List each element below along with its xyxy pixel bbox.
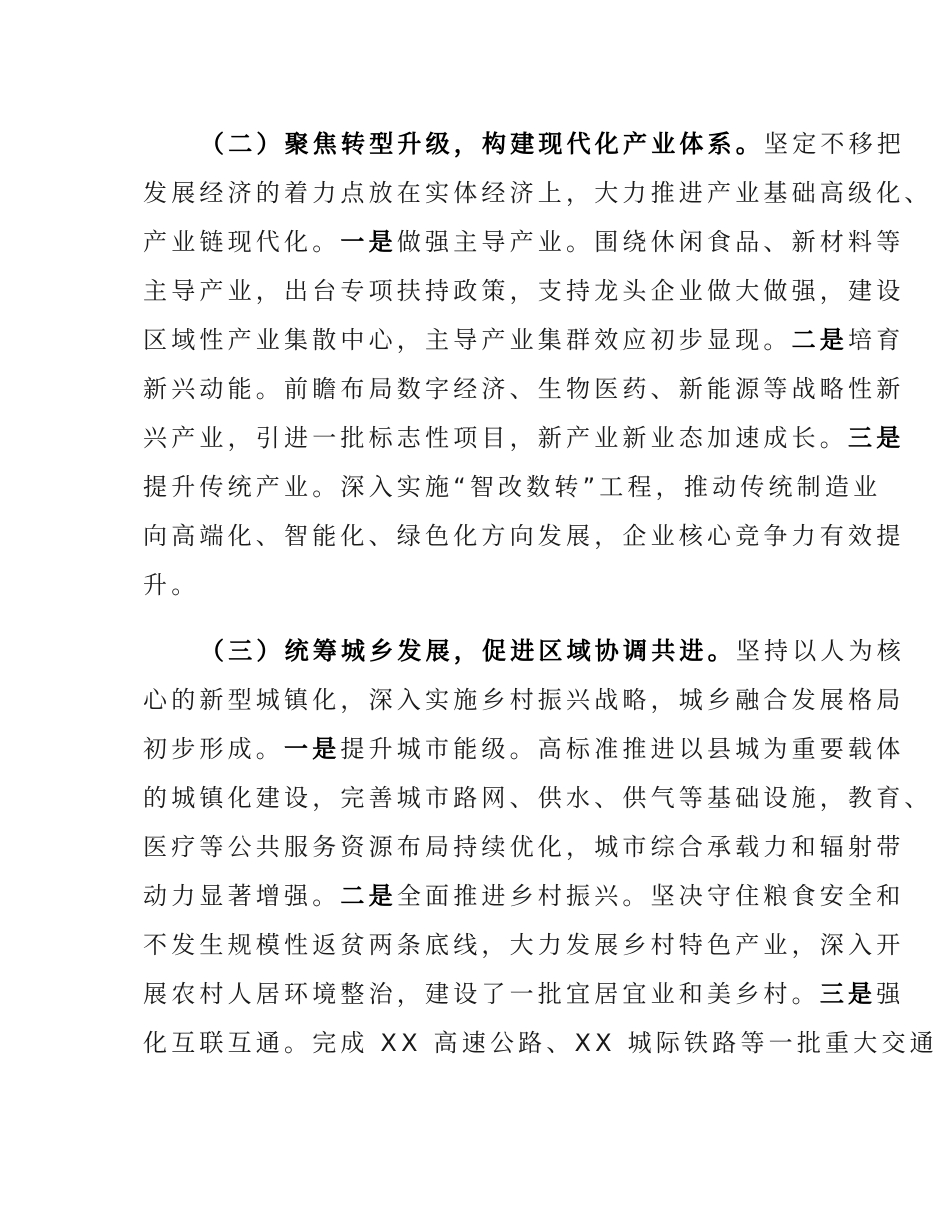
text-run: 主导产业，出台专项扶持政策，支持龙头企业做大做强，建设 <box>143 277 905 305</box>
text-run: 心的新型城镇化，深入实施乡村振兴战略，城乡融合发展格局 <box>143 686 905 714</box>
text-line <box>143 218 905 267</box>
section-heading: （二）聚焦转型升级，构建现代化产业体系。 <box>200 130 764 158</box>
text-run: 发展经济的着力点放在实体经济上，大力推进产业基础高级化、 <box>143 179 933 207</box>
point-marker: 二是 <box>340 882 397 910</box>
section-3-paragraph <box>143 627 938 1068</box>
text-line <box>143 120 905 169</box>
text-run: 不发生规模性返贫两条底线，大力发展乡村特色产业，深入开 <box>143 931 905 959</box>
text-line <box>143 970 905 1019</box>
text-line <box>143 463 882 512</box>
text-run: 提升传统产业。深入实施“智改数转”工程，推动传统制造业 <box>143 473 882 501</box>
point-marker: 一是 <box>284 735 341 763</box>
text-run: 坚定不移把 <box>764 130 905 158</box>
text-run: 展农村人居环境整治，建设了一批宜居宜业和美乡村。 <box>143 980 820 1008</box>
text-run: 做强主导产业。围绕休闲食品、新材料等 <box>396 228 905 256</box>
text-run: 的城镇化建设，完善城市路网、供水、供气等基础设施，教育、 <box>143 784 933 812</box>
text-run: 区域性产业集散中心，主导产业集群效应初步显现。 <box>143 326 792 354</box>
paragraph-spacer <box>143 610 815 627</box>
text-line <box>143 725 905 774</box>
text-run: 初步形成。 <box>143 735 284 763</box>
text-line <box>143 512 905 561</box>
text-line <box>143 676 905 725</box>
text-line <box>143 921 905 970</box>
text-line <box>143 627 906 676</box>
point-marker: 三是 <box>848 424 905 452</box>
text-run: 提升城市能级。高标准推进以县城为重要载体 <box>340 735 905 763</box>
text-run: 强 <box>876 980 905 1008</box>
text-run: 升。 <box>143 571 200 599</box>
text-line <box>143 1019 938 1068</box>
text-line <box>143 169 933 218</box>
text-run: 产业链现代化。 <box>143 228 341 256</box>
point-marker: 一是 <box>340 228 397 256</box>
text-run: 新兴动能。前瞻布局数字经济、生物医药、新能源等战略性新 <box>143 375 905 403</box>
text-line <box>143 872 905 921</box>
text-run: 向高端化、智能化、绿色化方向发展，企业核心竞争力有效提 <box>143 522 905 550</box>
text-line <box>143 561 815 610</box>
section-heading: （三）统筹城乡发展，促进区域协调共进。 <box>200 637 736 665</box>
point-marker: 三是 <box>819 980 877 1008</box>
text-run: 全面推进乡村振兴。坚决守住粮食安全和 <box>396 882 905 910</box>
text-run: 医疗等公共服务资源布局持续优化，城市综合承载力和辐射带 <box>143 833 905 861</box>
text-line <box>143 823 905 872</box>
text-line <box>143 267 905 316</box>
text-line <box>143 774 933 823</box>
text-run: 培育 <box>848 326 905 354</box>
text-run: 坚持以人为核 <box>735 637 906 665</box>
text-line <box>143 365 905 414</box>
text-run: 化互联互通。完成 XX 高速公路、XX 城际铁路等一批重大交通 <box>143 1029 938 1057</box>
text-line <box>143 316 905 365</box>
text-line <box>143 414 905 463</box>
section-2-paragraph <box>143 120 933 610</box>
point-marker: 二是 <box>791 326 849 354</box>
text-run: 动力显著增强。 <box>143 882 341 910</box>
text-run: 兴产业，引进一批标志性项目，新产业新业态加速成长。 <box>143 424 848 452</box>
document-page <box>143 120 938 1068</box>
